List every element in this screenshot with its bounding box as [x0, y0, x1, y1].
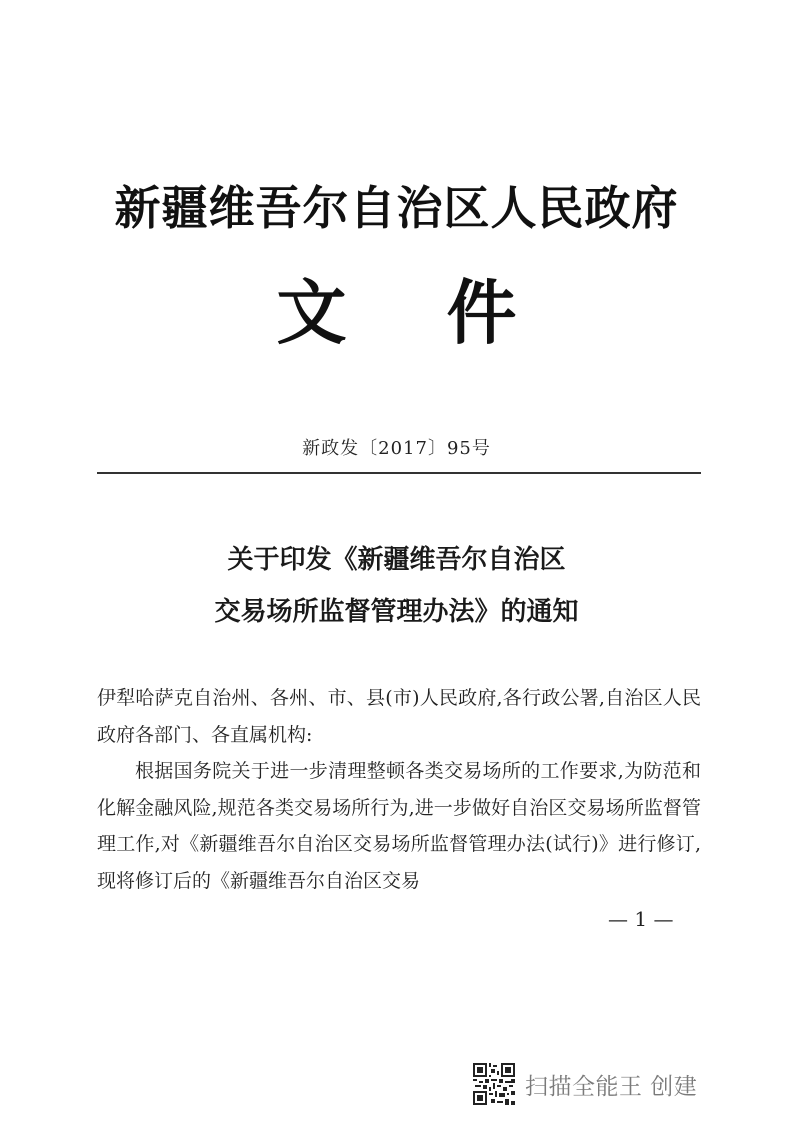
page-number: — 1 — [608, 907, 674, 931]
document-body [97, 680, 701, 899]
scanner-watermark [473, 1062, 697, 1106]
qr-code-icon [473, 1063, 515, 1105]
document-number: 新政发〔2017〕95号 [302, 438, 491, 459]
issuing-organization-title: 新疆维吾尔自治区人民政府 [114, 181, 679, 235]
watermark-label: 扫描全能王 创建 [525, 1073, 698, 1100]
notice-title-line-2: 交易场所监督管理办法》的通知 [214, 597, 579, 627]
notice-title-line-1: 关于印发《新疆维吾尔自治区 [227, 545, 566, 575]
body-paragraph: 根据国务院关于进一步清理整顿各类交易场所的工作要求,为防范和化解金融风险,规范各类交易场所行为,进一步做好自治区交易场所监督管理工作,对《新疆维吾尔自治区交易场所监督管理办法(试行)》进行修订,现将修订后的《新疆维吾尔自治区交易 [97, 760, 701, 892]
addressees-paragraph: 伊犁哈萨克自治州、各州、市、县(市)人民政府,各行政公署,自治区人民政府各部门、各直属机构: [97, 687, 701, 746]
document-type-heading: 文件 [276, 271, 617, 354]
notice-title [0, 534, 793, 638]
header-divider [97, 472, 701, 474]
